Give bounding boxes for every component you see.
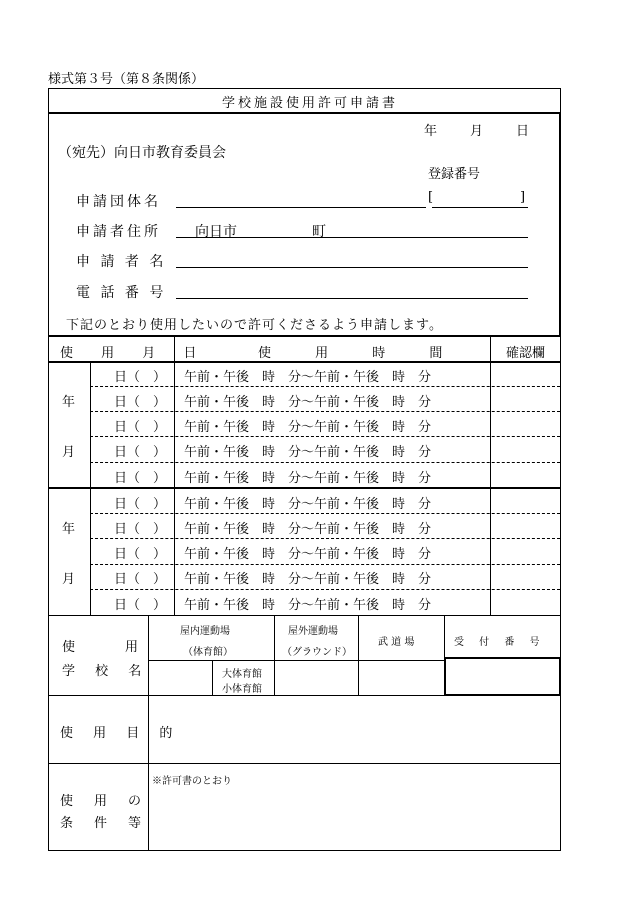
applicant-name-field[interactable] <box>176 267 528 268</box>
school-label-2: 学 校 名 <box>62 664 150 679</box>
indoor-label-1: 屋内運動場 <box>180 626 230 637</box>
registration-bracket-close: ] <box>520 190 526 205</box>
row-divider <box>90 538 560 539</box>
conditions-label-1: 使 用 の <box>60 794 146 809</box>
registration-number-field[interactable] <box>432 207 528 208</box>
block1-month: 月 <box>62 445 76 460</box>
date-time-divider <box>174 335 175 615</box>
purpose-label: 使 用 目 的 <box>60 726 181 741</box>
row10-day[interactable]: 日（ ） <box>114 598 167 613</box>
form-number: 様式第３号（第８条関係） <box>48 72 205 87</box>
small-gym-label: 小体育館 <box>222 684 262 695</box>
facility-divider-1 <box>274 615 275 695</box>
indoor-label-2: （体育館） <box>183 647 233 658</box>
phone-field[interactable] <box>176 298 528 299</box>
schedule-top-line <box>48 335 561 337</box>
frame-bottom-line <box>48 850 561 851</box>
row-divider <box>90 462 560 463</box>
reception-box-top <box>444 657 560 659</box>
school-label-1: 使 用 <box>62 640 147 655</box>
row5-time[interactable]: 午前・午後 時 分～午前・午後 時 分 <box>184 471 432 486</box>
conditions-note: ※許可書のとおり <box>152 776 232 787</box>
block2-year: 年 <box>62 522 76 537</box>
date-day: 日 <box>516 124 530 139</box>
registration-label: 登録番号 <box>428 167 481 182</box>
row6-time[interactable]: 午前・午後 時 分～午前・午後 時 分 <box>184 497 432 512</box>
applicant-box-right <box>559 112 561 336</box>
row9-time[interactable]: 午前・午後 時 分～午前・午後 時 分 <box>184 572 432 587</box>
row6-day[interactable]: 日（ ） <box>114 497 167 512</box>
facility-header-bottom <box>148 660 444 661</box>
conditions-label-2: 条 件 等 <box>60 816 146 831</box>
row-divider <box>90 513 560 514</box>
reception-box-left <box>444 657 446 696</box>
row-divider <box>90 386 560 387</box>
title-divider <box>48 112 561 114</box>
row3-day[interactable]: 日（ ） <box>114 420 167 435</box>
row-divider <box>90 564 560 565</box>
reception-label: 受 付 番 号 <box>454 637 546 648</box>
row-divider <box>90 436 560 437</box>
row4-time[interactable]: 午前・午後 時 分～午前・午後 時 分 <box>184 445 432 460</box>
row-divider <box>90 411 560 412</box>
row9-day[interactable]: 日（ ） <box>114 572 167 587</box>
frame-top-line <box>48 88 560 89</box>
address-label: 申請者住所 <box>76 224 161 240</box>
request-sentence: 下記のとおり使用したいので許可くださるよう申請します。 <box>66 318 443 333</box>
group-name-label: 申請団体名 <box>76 194 161 210</box>
row8-time[interactable]: 午前・午後 時 分～午前・午後 時 分 <box>184 547 432 562</box>
applicant-name-label: 申 請 者 名 <box>76 254 167 270</box>
row1-day[interactable]: 日（ ） <box>114 370 167 385</box>
time-confirm-divider <box>490 335 491 615</box>
row10-time[interactable]: 午前・午後 時 分～午前・午後 時 分 <box>184 598 432 613</box>
reception-box-right <box>559 657 561 696</box>
header-confirm: 確認欄 <box>506 346 546 361</box>
frame-left-line <box>48 88 49 850</box>
row8-day[interactable]: 日（ ） <box>114 547 167 562</box>
gym-sub-divider <box>212 660 213 695</box>
phone-label: 電 話 番 号 <box>76 285 167 301</box>
date-year: 年 <box>424 124 438 139</box>
outdoor-label-1: 屋外運動場 <box>288 626 338 637</box>
row2-time[interactable]: 午前・午後 時 分～午前・午後 時 分 <box>184 395 432 410</box>
row7-time[interactable]: 午前・午後 時 分～午前・午後 時 分 <box>184 522 432 537</box>
purpose-field[interactable] <box>150 697 558 761</box>
large-gym-label: 大体育館 <box>222 669 262 680</box>
group-name-field[interactable] <box>176 207 426 208</box>
addressee: （宛先）向日市教育委員会 <box>58 145 226 161</box>
form-title: 学校施設使用許可申請書 <box>222 96 399 111</box>
header-time: 使 用 時 間 <box>258 346 463 361</box>
schedule-bottom-line <box>48 615 561 616</box>
block-divider <box>48 487 561 489</box>
row5-day[interactable]: 日（ ） <box>114 471 167 486</box>
block2-month: 月 <box>62 572 76 587</box>
address-field[interactable] <box>176 237 528 238</box>
schedule-header-bottom <box>48 361 561 363</box>
address-town: 町 <box>312 224 326 240</box>
row3-time[interactable]: 午前・午後 時 分～午前・午後 時 分 <box>184 420 432 435</box>
row4-day[interactable]: 日（ ） <box>114 445 167 460</box>
row-divider <box>90 589 560 590</box>
header-date: 使 用 月 日 <box>60 346 209 361</box>
block1-year: 年 <box>62 395 76 410</box>
row1-time[interactable]: 午前・午後 時 分～午前・午後 時 分 <box>184 370 432 385</box>
budo-label: 武 道 場 <box>378 637 415 648</box>
outdoor-label-2: （グラウンド） <box>282 647 352 658</box>
row7-day[interactable]: 日（ ） <box>114 522 167 537</box>
facility-bottom-line <box>48 695 561 696</box>
purpose-bottom-line <box>48 763 561 764</box>
registration-bracket-open: [ <box>428 190 434 205</box>
row2-day[interactable]: 日（ ） <box>114 395 167 410</box>
address-city: 向日市 <box>195 224 237 240</box>
date-month: 月 <box>470 124 484 139</box>
facility-divider-2 <box>358 615 359 695</box>
